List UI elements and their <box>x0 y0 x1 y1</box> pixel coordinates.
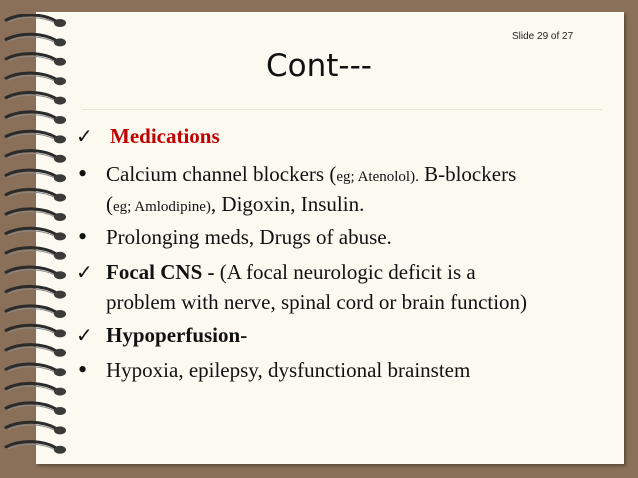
bullet-icon: • <box>78 355 88 384</box>
list-text: Calcium channel blockers (eg; Atenolol). B-blockers <box>106 162 517 186</box>
list-item-hypoxia <box>0 355 638 385</box>
check-icon: ✓ <box>76 260 93 284</box>
list-text: problem with nerve, spinal cord or brain function) <box>106 290 528 314</box>
binding-ring <box>6 383 66 395</box>
list-text: (eg; Amlodipine), Digoxin, Insulin. <box>106 192 365 216</box>
list-item-continuation <box>0 287 638 317</box>
check-icon: ✓ <box>76 323 93 347</box>
binding-ring <box>6 422 66 434</box>
list-text: Focal CNS - (A focal neurologic deficit is a <box>106 260 476 284</box>
list-text: Prolonging meds, Drugs of abuse. <box>106 225 392 249</box>
list-item-calcium-channel <box>0 159 638 189</box>
list-text: Hypoperfusion- <box>106 323 248 347</box>
binding-ring <box>6 34 66 46</box>
bullet-icon: • <box>78 222 88 251</box>
slide-number: Slide 29 of 27 <box>512 31 574 42</box>
list-item-prolonging-meds <box>0 222 638 252</box>
title-divider <box>82 109 602 110</box>
medications-heading: Medications <box>110 124 220 148</box>
check-icon: ✓ <box>76 124 93 148</box>
list-text: Hypoxia, epilepsy, dysfunctional brainstem <box>106 358 471 382</box>
binding-ring <box>6 403 66 415</box>
slide-title: Cont--- <box>266 48 372 84</box>
list-item-medications <box>0 121 638 151</box>
list-item-focal-cns <box>0 257 638 287</box>
binding-ring <box>6 15 66 27</box>
list-item-hypoperfusion <box>0 320 638 350</box>
bullet-icon: • <box>78 159 88 188</box>
binding-ring <box>6 92 66 104</box>
list-item-continuation <box>0 189 638 219</box>
binding-ring <box>6 442 66 454</box>
